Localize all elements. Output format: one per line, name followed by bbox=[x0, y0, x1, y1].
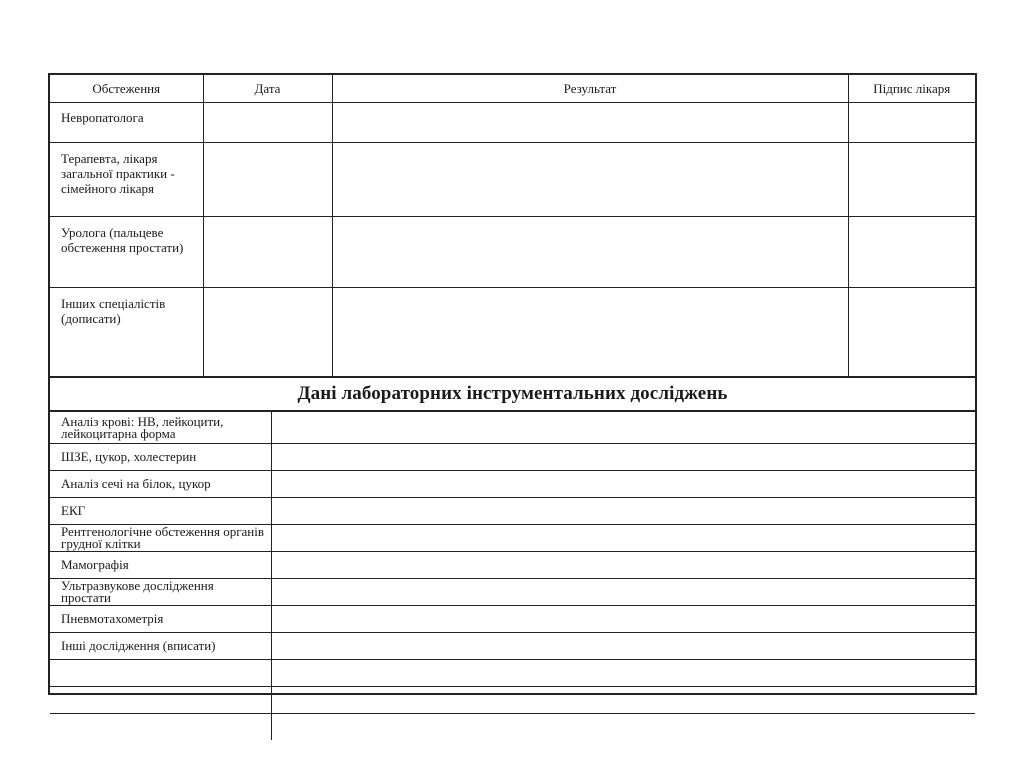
study-label: Ультразвукове дослідження простати bbox=[50, 579, 271, 606]
table-row bbox=[50, 471, 975, 498]
study-result-cell[interactable] bbox=[271, 660, 975, 687]
study-result-cell[interactable] bbox=[271, 412, 975, 444]
table-row bbox=[50, 714, 975, 741]
study-label: ЕКГ bbox=[50, 498, 271, 525]
study-result-cell[interactable] bbox=[271, 714, 975, 741]
result-cell[interactable] bbox=[332, 103, 848, 143]
study-label: ШЗЕ, цукор, холестерин bbox=[50, 444, 271, 471]
examination-label: Уролога (пальцеве обстеження простати) bbox=[50, 217, 203, 288]
study-result-cell[interactable] bbox=[271, 471, 975, 498]
date-cell[interactable] bbox=[203, 288, 332, 377]
study-label[interactable] bbox=[50, 687, 271, 714]
result-cell[interactable] bbox=[332, 288, 848, 377]
table-row bbox=[50, 525, 975, 552]
table-row bbox=[50, 143, 975, 217]
table-row bbox=[50, 552, 975, 579]
study-result-cell[interactable] bbox=[271, 606, 975, 633]
header-result: Результат bbox=[332, 75, 848, 103]
signature-cell[interactable] bbox=[848, 103, 975, 143]
examination-label: Невропатолога bbox=[50, 103, 203, 143]
study-label: Рентгенологічне обстеження органів грудної клітки bbox=[50, 525, 271, 552]
study-label: Інші дослідження (вписати) bbox=[50, 633, 271, 660]
table-row bbox=[50, 633, 975, 660]
header-doctor-signature: Підпис лікаря bbox=[848, 75, 975, 103]
table-row bbox=[50, 103, 975, 143]
signature-cell[interactable] bbox=[848, 143, 975, 217]
examination-table bbox=[50, 75, 975, 377]
study-label: Мамографія bbox=[50, 552, 271, 579]
study-label[interactable] bbox=[50, 714, 271, 741]
study-result-cell[interactable] bbox=[271, 498, 975, 525]
examination-label: Терапевта, лікаря загальної практики - сімейного лікаря bbox=[50, 143, 203, 217]
section-title: Дані лабораторних інструментальних досліджень bbox=[50, 377, 975, 412]
result-cell[interactable] bbox=[332, 217, 848, 288]
medical-examination-form bbox=[48, 73, 977, 695]
study-result-cell[interactable] bbox=[271, 687, 975, 714]
date-cell[interactable] bbox=[203, 143, 332, 217]
study-result-cell[interactable] bbox=[271, 525, 975, 552]
table-row bbox=[50, 606, 975, 633]
study-label[interactable] bbox=[50, 660, 271, 687]
result-cell[interactable] bbox=[332, 143, 848, 217]
study-result-cell[interactable] bbox=[271, 633, 975, 660]
study-result-cell[interactable] bbox=[271, 579, 975, 606]
table-row bbox=[50, 412, 975, 444]
date-cell[interactable] bbox=[203, 103, 332, 143]
study-label: Пневмотахометрія bbox=[50, 606, 271, 633]
signature-cell[interactable] bbox=[848, 217, 975, 288]
lab-studies-table bbox=[50, 412, 975, 740]
header-examination: Обстеження bbox=[50, 75, 203, 103]
table-row bbox=[50, 687, 975, 714]
examination-label: Інших спеціалістів (дописати) bbox=[50, 288, 203, 377]
date-cell[interactable] bbox=[203, 217, 332, 288]
signature-cell[interactable] bbox=[848, 288, 975, 377]
study-label: Аналіз сечі на білок, цукор bbox=[50, 471, 271, 498]
table-row bbox=[50, 288, 975, 377]
header-date: Дата bbox=[203, 75, 332, 103]
study-label: Аналіз крові: HB, лейкоцити, лейкоцитарна форма bbox=[50, 412, 271, 444]
study-result-cell[interactable] bbox=[271, 444, 975, 471]
table-row bbox=[50, 444, 975, 471]
table-row bbox=[50, 660, 975, 687]
study-result-cell[interactable] bbox=[271, 552, 975, 579]
examination-table-header bbox=[50, 75, 975, 103]
table-row bbox=[50, 579, 975, 606]
table-row bbox=[50, 498, 975, 525]
table-row bbox=[50, 217, 975, 288]
